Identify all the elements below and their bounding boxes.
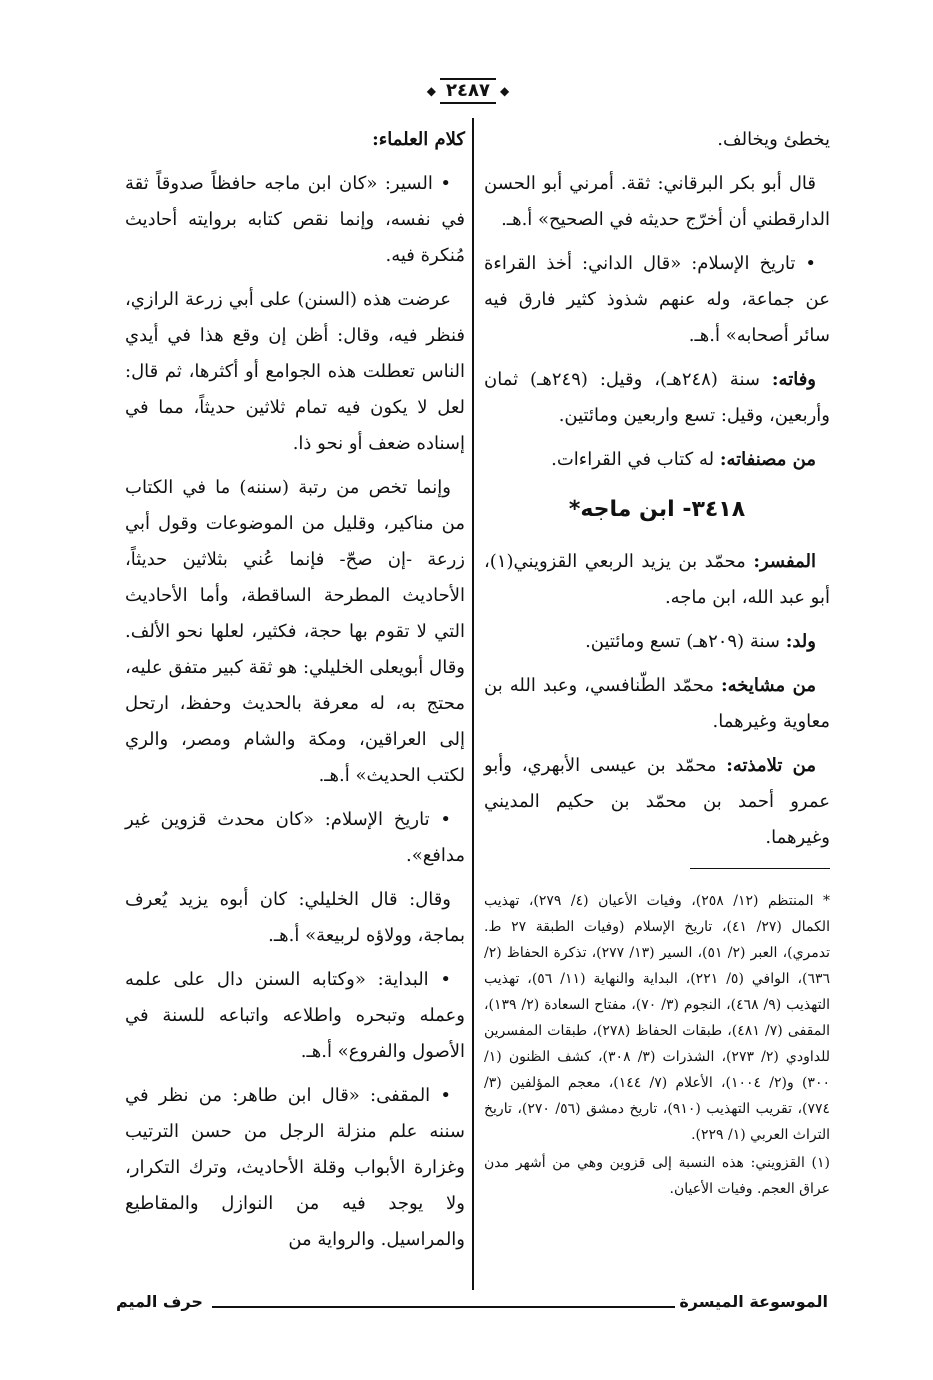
section-letter: حرف الميم	[112, 1292, 207, 1311]
page-footer	[112, 1292, 832, 1318]
paragraph	[484, 442, 830, 478]
paragraph: • المقفى: «قال ابن طاهر: من نظر في سننه علم منزلة الرجل من حسن الترتيب وغزارة الأبواب وقلة الأحاديث، وترك التكرار، ولا يوجد فيه من النوازل والمقاطيع والمراسيل. والرواية من	[125, 1085, 465, 1250]
paragraph: قال أبو بكر البرقاني: ثقة. أمرني أبو الحسن الدارقطني أن أخرّج حديثه في الصحيح» أ.هـ.	[484, 173, 830, 230]
paragraph: وقال: قال الخليلي: كان أبوه يزيد يُعرف بماجة، وولاؤه لربيعة» أ.هـ.	[125, 889, 465, 946]
entry-heading: ٣٤١٨- ابن ماجه*	[568, 497, 746, 522]
field-label: المفسر:	[753, 551, 816, 572]
paragraph: يخطئ ويخالف.	[717, 129, 830, 150]
paragraph	[484, 748, 830, 856]
field-label: من تلامذته:	[726, 755, 816, 776]
field-value: له كتاب في القراءات.	[551, 449, 720, 470]
field-value: سنة (٢٠٩هـ) تسع ومائتين.	[585, 631, 786, 652]
paragraph: عرضت هذه (السنن) على أبي زرعة الرازي، فنظر فيه، وقال: أظن إن وقع هذا في أيدي الناس تعطلت هذه الجوامع أو أكثرها، ثم قال: لعل لا يكون فيه تمام ثلاثين حديثاً، مما في إسناده ضعف أو نحو ذا.	[125, 289, 465, 454]
ornament-icon: ◆	[426, 84, 437, 98]
footer-rule	[212, 1306, 702, 1308]
footnote-1: (١) القزويني: هذه النسبة إلى قزوين وهي من أشهر مدن عراق العجم. وفيات الأعيان.	[484, 1155, 830, 1197]
field-value: محمّد بن عيسى الأبهري، وأبو عمرو أحمد بن محمّد بن حكيم المديني وغيرهما.	[484, 755, 830, 848]
left-column	[125, 122, 465, 1266]
paragraph: • البداية: «وكتابه السنن دال على علمه وعمله وتبحره واطلاعه واتباعه للسنة في الأصول والفروع» أ.هـ.	[125, 969, 465, 1062]
footnote-rule	[690, 868, 830, 869]
field-label: ولد:	[785, 631, 816, 652]
column-divider	[472, 118, 474, 1290]
book-title: الموسوعة الميسرة	[675, 1292, 832, 1311]
paragraph	[484, 362, 830, 434]
field-value: محمّد بن يزيد الربعي القزويني(١)، أبو عبد الله، ابن ماجه.	[484, 551, 830, 608]
right-column	[484, 122, 830, 864]
ornament-icon: ◆	[499, 84, 510, 98]
field-value: محمّد الطّنافسي، وعبد الله بن معاوية وغيرهما.	[484, 675, 830, 732]
field-label: من مصنفاته:	[719, 449, 816, 470]
page-number: ٢٤٨٧	[440, 78, 496, 104]
paragraph: وإنما تخص من رتبة (سننه) ما في الكتاب من مناكير، وقليل من الموضوعات وقول أبي زرعة -إن صحّ- فإنما عُني بثلاثين حديثاً، الأحاديث المطرحة الساقطة، وأما الأحاديث التي لا تقوم بها حجة، فكثير، لعلها نحو الألف. وقال أبويعلى الخليلي: هو ثقة كبير متفق عليه، محتج به، له معرفة بالحديث وحفظ، ارتحل إلى العراقين، ومكة والشام ومصر، والري لكتب الحديث» أ.هـ.	[125, 477, 465, 786]
field-label: من مشايخه:	[720, 675, 817, 696]
paragraph	[484, 668, 830, 740]
footnote-star: * المنتظم (١٢/ ٢٥٨)، وفيات الأعيان (٤/ ٢٧٩)، تهذيب الكمال (٢٧/ ٤١)، تاريخ الإسلام (وفيات الطبقة ٢٧ ط. تدمري)، العبر (٢/ ٥١)، السير (١٣/ ٢٧٧)، تذكرة الحفاظ (٢/ ٦٣٦)، الوافي (٥/ ٢٢١)، البداية والنهاية (١١/ ٥٦)، تهذيب التهذيب (٩/ ٤٦٨)، النجوم (٣/ ٧٠)، مفتاح السعادة (٢/ ١٣٩)، المقفى (٧/ ٤٨١)، طبقات الحفاظ (٢٧٨)، طبقات المفسرين للداودي (٢/ ٢٧٣)، الشذرات (٣/ ٣٠٨)، كشف الظنون (١/ ٣٠٠) و(٢/ ١٠٠٤)، الأعلام (٧/ ١٤٤)، معجم المؤلفين (٣/ ٧٧٤)، تقريب التهذيب (٩١٠)، تاريخ دمشق (٥٦/ ٢٧٠)، تاريخ التراث العربي (١/ ٢٢٩).	[484, 893, 831, 1143]
paragraph	[484, 544, 830, 616]
field-value: سنة (٢٤٨هـ)، وقيل: (٢٤٩هـ) ثمان وأربعين، وقيل: تسع واربعين ومائتين.	[484, 369, 830, 426]
page-number-box	[420, 78, 516, 104]
field-label: وفاته:	[771, 369, 816, 390]
footnotes	[484, 888, 830, 1204]
paragraph	[484, 624, 830, 660]
paragraph: • السير: «كان ابن ماجه حافظاً صدوقاً ثقة في نفسه، وإنما نقص كتابه بروايته أحاديث مُنكرة فيه.	[125, 173, 465, 266]
paragraph: • تاريخ الإسلام: «قال الداني: أخذ القراءة عن جماعة، وله عنهم شذوذ كثير فارق فيه سائر أصحابه» أ.هـ.	[484, 253, 830, 346]
paragraph: • تاريخ الإسلام: «كان محدث قزوين غير مدافع».	[125, 809, 465, 866]
section-title: كلام العلماء:	[372, 129, 465, 150]
